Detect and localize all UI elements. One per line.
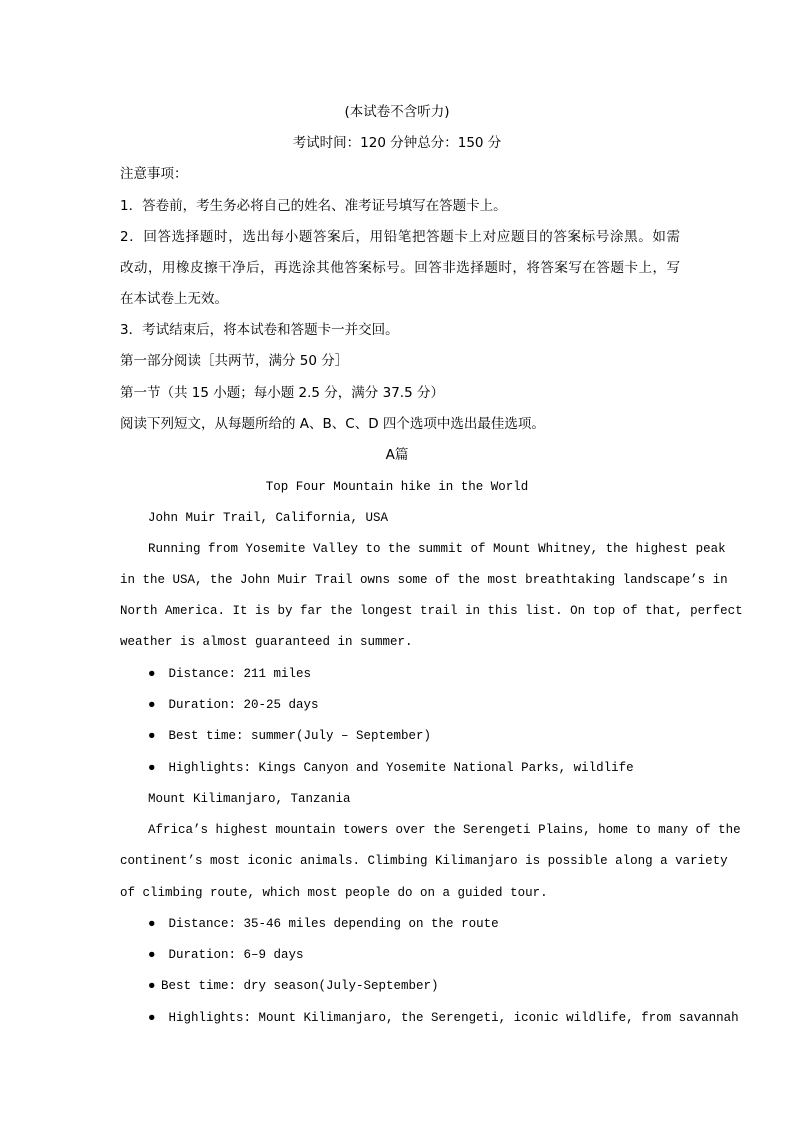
- passage-label: A篇: [385, 447, 409, 463]
- trail2-bullet-item: [148, 915, 680, 933]
- trail2-bullet-text: Highlights: Mount Kilimanjaro, the Serengeti, iconic wildlife, from savannah: [168, 1011, 739, 1025]
- trail1-heading: John Muir Trail, California, USA: [148, 511, 389, 525]
- exam-note: (本试卷不含听力): [344, 104, 450, 120]
- trail2-heading: Mount Kilimanjaro, Tanzania: [148, 792, 351, 806]
- trail1-paragraph-line-3: North America. It is by far the longest trail in this list. On top of that, perfect: [120, 604, 743, 618]
- instruction-item-3: 3．考试结束后，将本试卷和答题卡一并交回。: [120, 322, 399, 338]
- reading-directions: 阅读下列短文，从每题所给的 A、B、C、D 四个选项中选出最佳选项。: [120, 416, 545, 432]
- trail2-paragraph-line-3: of climbing route, which most people do on a guided tour.: [120, 886, 548, 900]
- trail2-bullet-item: [148, 946, 680, 964]
- trail2-bullet-item: [148, 1009, 739, 1027]
- trail2-bullet-text: Duration: 6–9 days: [168, 948, 304, 962]
- trail2-bullet-text: Distance: 35-46 miles depending on the route: [168, 917, 499, 931]
- bullet-icon: ●: [148, 698, 156, 712]
- instruction-item-2-line-3: 在本试卷上无效。: [120, 291, 228, 307]
- section1-title: 第一节（共 15 小题；每小题 2.5 分，满分 37.5 分）: [120, 385, 444, 401]
- trail1-paragraph-line-4: weather is almost guaranteed in summer.: [120, 635, 413, 649]
- exam-time-info: 考试时间：120 分钟总分：150 分: [292, 135, 502, 151]
- bullet-icon: ●: [148, 729, 156, 743]
- trail1-bullet-text: Highlights: Kings Canyon and Yosemite National Parks, wildlife: [168, 761, 634, 775]
- trail1-paragraph-line-2: in the USA, the John Muir Trail owns some of the most breathtaking landscape’s in: [120, 573, 728, 587]
- trail1-bullet-item: [148, 759, 680, 777]
- instructions-title: 注意事项：: [120, 166, 188, 182]
- trail1-bullet-text: Best time: summer(July – September): [168, 729, 432, 743]
- passage-title: Top Four Mountain hike in the World: [265, 480, 529, 494]
- trail1-bullet-item: [148, 727, 680, 745]
- instruction-item-2-line-2: 改动，用橡皮擦干净后，再选涂其他答案标号。回答非选择题时，将答案写在答题卡上，写: [120, 260, 680, 276]
- bullet-icon: ●: [148, 761, 156, 775]
- trail2-bullet-item: [148, 977, 680, 995]
- instruction-item-2-line-1: 2．回答选择题时，选出每小题答案后，用铅笔把答题卡上对应题目的答案标号涂黑。如需: [120, 229, 680, 245]
- bullet-icon: ●: [148, 667, 156, 681]
- bullet-icon: ●: [148, 917, 156, 931]
- trail1-paragraph-line-1: Running from Yosemite Valley to the summit of Mount Whitney, the highest peak: [148, 542, 726, 556]
- trail1-bullet-text: Distance: 211 miles: [168, 667, 312, 681]
- trail2-paragraph-line-1: Africa’s highest mountain towers over the Serengeti Plains, home to many of the: [148, 823, 741, 837]
- trail2-paragraph-line-2: continent’s most iconic animals. Climbing Kilimanjaro is possible along a variety: [120, 854, 728, 868]
- trail1-bullet-item: [148, 665, 680, 683]
- part1-title: 第一部分阅读［共两节，满分 50 分］: [120, 353, 349, 369]
- bullet-icon: ●: [148, 948, 156, 962]
- bullet-icon: ●: [148, 979, 156, 993]
- trail2-bullet-text: Best time: dry season(July-September): [161, 979, 439, 993]
- trail1-bullet-text: Duration: 20-25 days: [168, 698, 319, 712]
- instruction-item-1: 1．答卷前，考生务必将自己的姓名、准考证号填写在答题卡上。: [120, 198, 507, 214]
- bullet-icon: ●: [148, 1011, 156, 1025]
- trail1-bullet-item: [148, 696, 680, 714]
